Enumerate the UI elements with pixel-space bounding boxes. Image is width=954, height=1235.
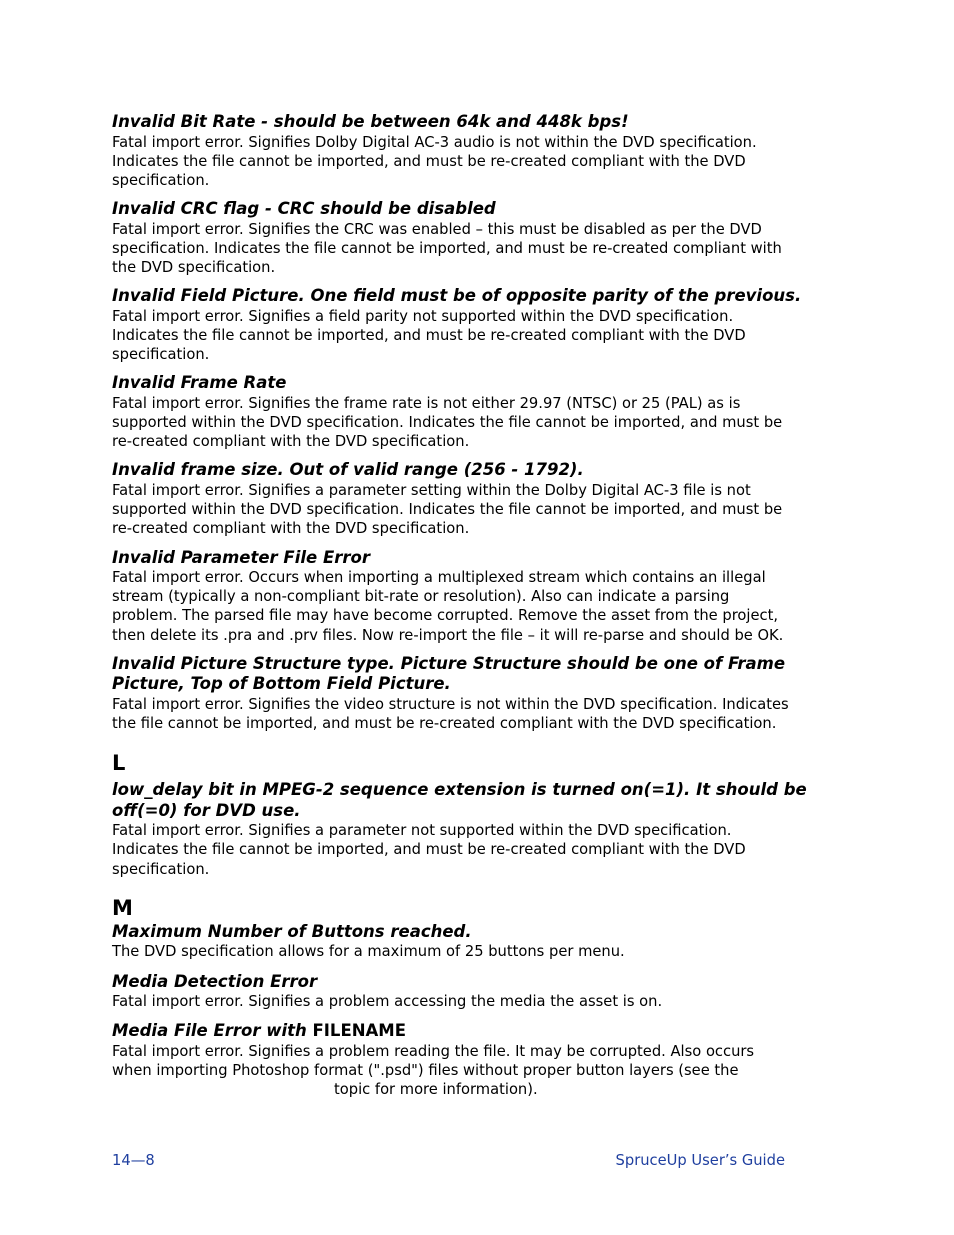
section-letter-m: M: [112, 895, 133, 920]
entry-heading: low_delay bit in MPEG-2 sequence extension is turned on(=1). It should be: [112, 780, 807, 800]
error-entry-max-buttons: [112, 922, 847, 962]
entry-line: supported within the DVD specification. Indicates the file cannot be imported, and must be: [112, 414, 783, 432]
page-content: [112, 112, 847, 1099]
entry-line: specification.: [112, 860, 210, 878]
entry-heading: Maximum Number of Buttons reached.: [112, 921, 472, 941]
entry-line: specification.: [112, 171, 210, 189]
entry-heading: Invalid Picture Structure type. Picture Structure should be one of Frame: [112, 653, 786, 673]
heading-filename: FILENAME: [312, 1021, 406, 1041]
error-entry-invalid-frame-size: [112, 460, 847, 538]
entry-line: re-created compliant with the DVD specification.: [112, 520, 470, 538]
entry-line: problem. The parsed file may have become corrupted. Remove the asset from the project,: [112, 607, 779, 625]
entry-line: Fatal import error. Signifies Dolby Digital AC-3 audio is not within the DVD specification.: [112, 133, 757, 151]
entry-line: Fatal import error. Occurs when importing a multiplexed stream which contains an illegal: [112, 569, 766, 587]
error-entry-media-detection: [112, 972, 847, 1012]
error-entry-invalid-parameter-file: [112, 548, 847, 645]
error-entry-invalid-bit-rate: [112, 112, 847, 190]
entry-heading: Invalid frame size. Out of valid range (256 - 1792).: [112, 460, 584, 480]
entry-line: Indicates the file cannot be imported, and must be re-created compliant with the DVD: [112, 841, 746, 859]
section-letter-l: L: [112, 751, 126, 776]
entry-line: Fatal import error. Signifies a parameter not supported within the DVD specification.: [112, 822, 732, 840]
entry-heading: Invalid Parameter File Error: [112, 547, 370, 567]
entry-line: Fatal import error. Signifies a problem reading the file. It may be corrupted. Also occurs: [112, 1042, 755, 1060]
entry-line-text: topic for more information).: [334, 1081, 538, 1099]
entry-line: [112, 1080, 847, 1099]
entry-line: the file cannot be imported, and must be re-created compliant with the DVD specification.: [112, 715, 777, 733]
entry-line: Fatal import error. Signifies the frame rate is not either 29.97 (NTSC) or 25 (PAL) as is: [112, 394, 741, 412]
entry-heading: off(=0) for DVD use.: [112, 800, 301, 820]
entry-line: the DVD specification.: [112, 259, 276, 277]
entry-line: Fatal import error. Signifies the CRC was enabled – this must be disabled as per the DVD: [112, 220, 762, 238]
entry-line: Fatal import error. Signifies a field parity not supported within the DVD specification.: [112, 307, 734, 325]
entry-line: The DVD specification allows for a maximum of 25 buttons per menu.: [112, 943, 625, 961]
entry-heading: [112, 1021, 847, 1042]
entry-heading: Invalid CRC flag - CRC should be disabled: [112, 199, 496, 219]
error-entry-low-delay-bit: [112, 780, 847, 879]
entry-heading: Media Detection Error: [112, 971, 318, 991]
entry-heading: Invalid Field Picture. One field must be of opposite parity of the previous.: [112, 286, 802, 306]
entry-line: Fatal import error. Signifies a parameter setting within the Dolby Digital AC-3 file is not: [112, 481, 751, 499]
entry-line: Fatal import error. Signifies a problem accessing the media the asset is on.: [112, 993, 663, 1011]
error-entry-media-file: [112, 1021, 847, 1099]
entry-heading: Invalid Frame Rate: [112, 373, 287, 393]
entry-line: Indicates the file cannot be imported, and must be re-created compliant with the DVD: [112, 326, 746, 344]
entry-line: specification.: [112, 346, 210, 364]
page-number: 14—8: [112, 1152, 155, 1169]
entry-line: then delete its .pra and .prv files. Now re-import the file – it will re-parse and should be OK.: [112, 626, 784, 644]
entry-heading: Invalid Bit Rate - should be between 64k and 448k bps!: [112, 112, 629, 131]
entry-line: when importing Photoshop format (".psd") files without proper button layers (see the: [112, 1061, 739, 1079]
error-entry-invalid-crc-flag: [112, 199, 847, 277]
error-entry-invalid-picture-structure: [112, 654, 847, 733]
heading-prefix: Media File Error with: [112, 1021, 313, 1041]
entry-line: stream (typically a non-compliant bit-rate or resolution). Also can indicate a parsing: [112, 588, 730, 606]
entry-line: specification. Indicates the file cannot be imported, and must be re-created compliant with: [112, 239, 782, 257]
entry-line: Indicates the file cannot be imported, and must be re-created compliant with the DVD: [112, 152, 746, 170]
error-entry-invalid-field-picture: [112, 286, 847, 364]
entry-line: supported within the DVD specification. Indicates the file cannot be imported, and must be: [112, 501, 783, 519]
error-entry-invalid-frame-rate: [112, 373, 847, 451]
entry-heading: Picture, Top of Bottom Field Picture.: [112, 674, 451, 694]
entry-line: Fatal import error. Signifies the video structure is not within the DVD specification. Indicates: [112, 695, 789, 713]
entry-line: re-created compliant with the DVD specification.: [112, 433, 470, 451]
guide-title: SpruceUp User’s Guide: [615, 1152, 785, 1169]
